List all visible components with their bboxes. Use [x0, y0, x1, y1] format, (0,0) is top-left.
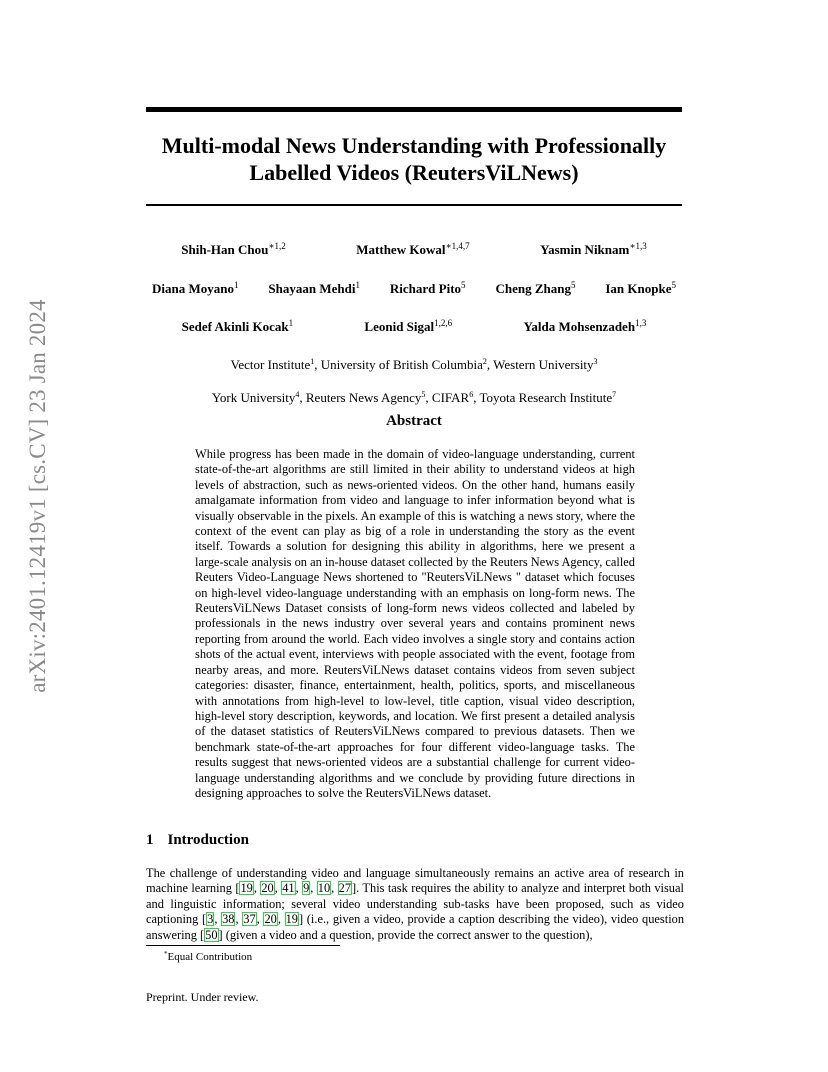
intro-text: ,	[274, 881, 282, 896]
title-bottom-rule	[146, 204, 682, 206]
intro-text: The challenge of understanding video and language simultaneously remains an active area of research in machine learning [	[146, 866, 684, 896]
affiliations-line-1: Vector Institute$^1$, University of British Columbia$^2$, Western University$^3$	[230, 357, 598, 372]
citation-link[interactable]: 41	[282, 881, 295, 896]
author: Diana Moyano$^1$	[152, 280, 239, 296]
section-title: Introduction	[167, 832, 249, 848]
author: Ian Knopke$^5$	[605, 280, 676, 296]
title-line-2: Labelled Videos (ReutersViLNews)	[249, 160, 579, 185]
citation-link[interactable]: 50	[205, 927, 218, 942]
abstract-heading: Abstract	[386, 413, 442, 429]
intro-text: ,	[295, 881, 303, 896]
citation-link[interactable]: 20	[261, 881, 274, 896]
author: Sedef Akinli Kocak$^1$	[181, 318, 294, 334]
title-top-rule	[146, 107, 682, 112]
intro-text: ,	[253, 881, 261, 896]
arxiv-identifier: arXiv:2401.12419v1 [cs.CV] 23 Jan 2024	[25, 299, 50, 693]
footnote-text: Equal Contribution	[167, 951, 253, 963]
author: Yalda Mohsenzadeh$^{1,3}$	[523, 318, 647, 334]
intro-text: ] (given a video and a question, provide the correct answer to the question),	[218, 927, 593, 942]
introduction-paragraph	[146, 866, 684, 943]
citation-link[interactable]: 19	[285, 912, 298, 927]
intro-text: ,	[214, 912, 222, 927]
citation-link[interactable]: 19	[240, 881, 253, 896]
intro-text: ,	[235, 912, 243, 927]
affiliations-line-2: York University$^4$, Reuters News Agency$^5$, CIFAR$^6$, Toyota Research Institute$^7$	[211, 390, 617, 405]
intro-text: ] (i.e., given a video, provide a caption describing the video), video question answering [	[146, 912, 685, 942]
citation-link[interactable]: 3	[207, 912, 214, 927]
intro-text: ,	[310, 881, 317, 896]
section-heading-introduction	[146, 832, 249, 849]
author-row-3	[146, 319, 682, 335]
citation-link[interactable]: 37	[243, 912, 256, 927]
author-row-1	[146, 242, 682, 258]
intro-text: ,	[256, 912, 264, 927]
title-line-1: Multi-modal News Understanding with Professionally	[161, 133, 667, 158]
author: Leonid Sigal$^{1,2,6}$	[364, 318, 453, 334]
paper-title	[110, 132, 718, 186]
author: Cheng Zhang$^5$	[495, 280, 576, 296]
author: Shayaan Mehdi$^1$	[268, 280, 360, 296]
author: Yasmin Niknam$^{∗1,3}$	[540, 241, 647, 257]
author: Matthew Kowal$^{∗1,4,7}$	[356, 241, 470, 257]
footnote-mark: *	[164, 950, 168, 958]
author: Shih-Han Chou$^{∗1,2}$	[181, 241, 286, 257]
citation-link[interactable]: 20	[264, 912, 277, 927]
preprint-note: Preprint. Under review.	[146, 990, 259, 1004]
arxiv-side-stamp	[22, 290, 54, 702]
author-row-2	[152, 281, 676, 297]
intro-text: ,	[331, 881, 338, 896]
section-number: 1	[146, 832, 154, 848]
footnote	[164, 951, 252, 963]
citation-link[interactable]: 10	[317, 881, 331, 896]
intro-text: ]. This task requires the ability to analyze and interpret both visual and linguistic information; several video understanding sub-tasks have been proposed, such as video captioning [	[146, 881, 684, 927]
footnote-rule	[146, 945, 340, 946]
intro-text: ,	[277, 912, 285, 927]
citation-link[interactable]: 27	[338, 881, 352, 896]
citation-link[interactable]: 9	[303, 881, 310, 896]
author: Richard Pito$^5$	[389, 280, 466, 296]
citation-link[interactable]: 38	[222, 912, 235, 927]
abstract-body: While progress has been made in the domain of video-language understanding, current state-of-the-art algorithms are still limited in their ability to understand videos at high levels of abstraction, such as news-oriented videos. On the other hand, humans easily amalgamate information from video and language to infer information beyond what is visually observable in the pixels. An example of this is watching a news story, where the context of the event can play as big of a role in understanding the story as the event itself. Towards a solution for designing this ability in algorithms, here we present a large-scale analysis on an in-house dataset collected by the Reuters News Agency, called Reuters Video-Language News shortened to "ReutersViLNews " dataset which focuses on high-level video-language understanding with an emphasis on long-form news. The ReutersViLNews Dataset consists of long-form news videos collected and labeled by professionals in the news industry over several years and contains prominent news reporting from around the world. Each video involves a single story and contains action shots of the actual event, interviews with people associated with the event, footage from nearby areas, and more. ReutersViLNews dataset contains videos from seven subject categories: disaster, finance, entertainment, health, politics, sports, and miscellaneous with annotations from high-level to low-level, title caption, visual video description, high-level story description, keywords, and location. We first present a detailed analysis of the dataset statistics of ReutersViLNews compared to previous datasets. Then we benchmark state-of-the-art approaches for four different video-language tasks. The results suggest that news-oriented videos are a substantial challenge for current video-language understanding algorithms and we conclude by providing future directions in designing approaches to solve the ReutersViLNews dataset.	[195, 447, 635, 800]
